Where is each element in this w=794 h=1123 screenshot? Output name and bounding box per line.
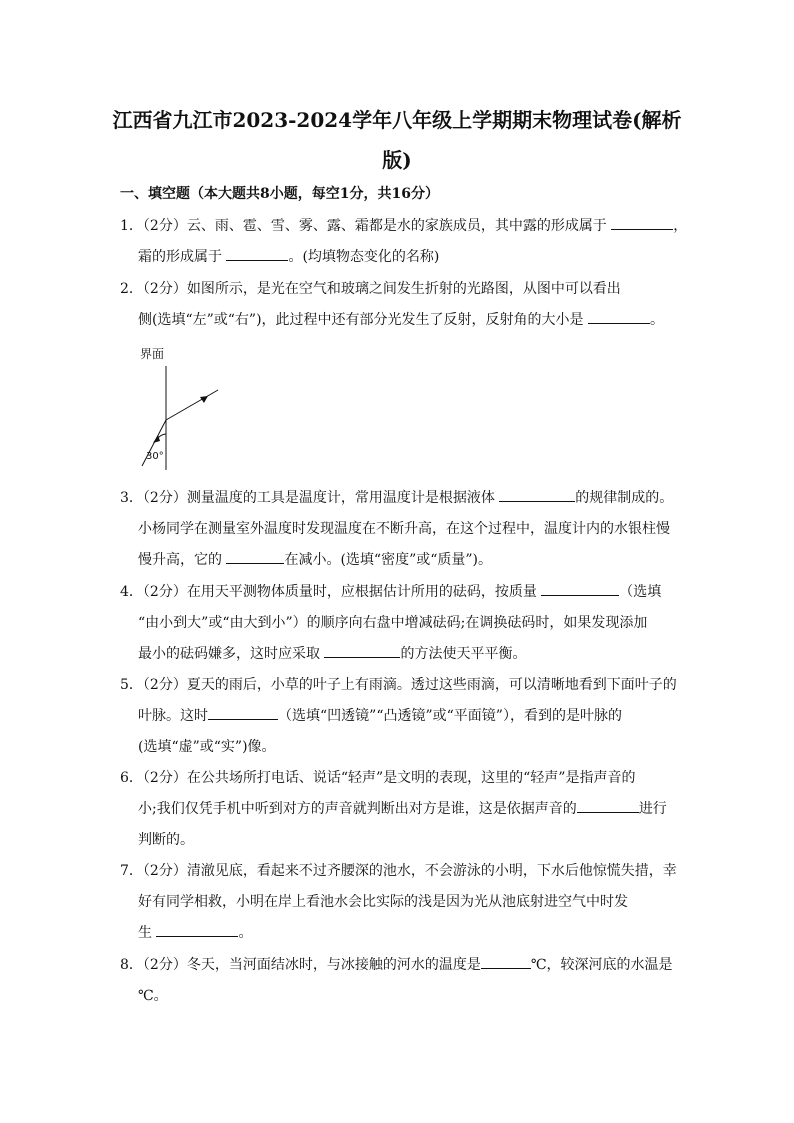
angle-arc [158, 434, 166, 438]
answer-blank[interactable] [208, 703, 278, 720]
question-text: 。 [238, 925, 253, 941]
question-text: 6．（2分）在公共场所打电话、说话“轻声”是文明的表现，这里的“轻声”是指声音的 [120, 770, 636, 786]
answer-blank[interactable] [324, 641, 400, 658]
question-6 [120, 763, 676, 856]
question-text: 慢升高，它的 [138, 552, 227, 568]
title-line-1: 江西省九江市2023-2024学年八年级上学期期末物理试卷(解析 [112, 108, 682, 132]
question-text: 2．（2分）如图所示，是光在空气和玻璃之间发生折射的光路图，从图中可以看出 [120, 281, 621, 297]
question-8 [120, 950, 676, 1012]
question-text: 霜的形成属于 [138, 249, 227, 265]
answer-blank[interactable] [611, 213, 673, 230]
question-text: 生 [138, 925, 157, 941]
answer-blank[interactable] [499, 485, 575, 502]
question-7 [120, 856, 676, 949]
question-text: 。(均填物态变化的名称) [288, 249, 440, 265]
question-text: 小杨同学在测量室外温度时发现温度在不断升高，在这个过程中，温度计内的水银柱慢 [138, 521, 670, 537]
answer-blank[interactable] [541, 579, 619, 596]
question-text: 的方法使天平平衡。 [400, 646, 527, 662]
question-3 [120, 483, 676, 576]
question-text: “由小到大”或“由大到小”）的顺序向右盘中增减砝码;在调换砝码时，如果发现添加 [138, 615, 648, 631]
answer-blank[interactable] [156, 920, 238, 937]
question-text: 1．（2分）云、雨、雹、雪、雾、露、霜都是水的家族成员，其中露的形成属于 [120, 218, 612, 234]
question-text: (选填“虚”或“实”)像。 [138, 739, 276, 755]
answer-blank[interactable] [577, 796, 639, 813]
question-text: ， [673, 218, 688, 234]
question-text: 小;我们仅凭手机中听到对方的声音就判断出对方是谁，这是依据声音的 [138, 801, 577, 817]
answer-blank[interactable] [226, 244, 288, 261]
title-line-2: 版) [382, 148, 412, 172]
question-4 [120, 577, 676, 670]
question-2 [120, 274, 676, 336]
question-text: ℃。 [138, 988, 168, 1004]
arrow-icon [153, 435, 160, 443]
interface-label: 界面 [140, 347, 165, 361]
question-text: 8．（2分）冬天，当河面结冰时，与冰接触的河水的温度是 [120, 957, 481, 973]
angle-label: 30° [146, 451, 164, 462]
question-text: 侧(选填“左”或“右”)，此过程中还有部分光发生了反射，反射角的大小是 [138, 312, 589, 328]
exam-title [100, 100, 694, 180]
refraction-diagram [136, 342, 226, 472]
question-text: 进行 [638, 801, 667, 817]
question-text: 判断的。 [138, 832, 194, 848]
question-text: 在减小。(选填“密度”或“质量”)。 [284, 552, 493, 568]
question-text: 4．（2分）在用天平测物体质量时，应根据估计所用的砝码，按质量 [120, 584, 542, 600]
question-text: （选填 [619, 584, 662, 600]
section-heading: 一、填空题（本大题共8小题，每空1分，共16分） [120, 186, 439, 202]
question-1 [120, 211, 688, 273]
question-text: ℃，较深河底的水温是 [530, 957, 673, 973]
question-text: 3．（2分）测量温度的工具是温度计，常用温度计是根据液体 [120, 490, 500, 506]
question-text: 7．（2分）清澈见底，看起来不过齐腰深的池水，不会游泳的小明，下水后他惊慌失措，幸 [120, 863, 677, 879]
answer-blank[interactable] [588, 307, 650, 324]
answer-blank[interactable] [481, 952, 531, 969]
question-5 [120, 670, 676, 763]
question-text: 的规律制成的。 [575, 490, 674, 506]
question-text: 好有同学相救，小明在岸上看池水会比实际的浅是因为光从池底射进空气中时发 [138, 894, 628, 910]
question-text: 最小的砝码嫌多，这时应采取 [138, 646, 325, 662]
answer-blank[interactable] [226, 547, 284, 564]
question-text: 叶脉。这时 [138, 708, 208, 724]
refracted-ray [166, 390, 218, 420]
question-text: 。 [650, 312, 665, 328]
question-text: （选填“凹透镜”“凸透镜”或“平面镜”），看到的是叶脉的 [278, 708, 622, 724]
question-text: 5．（2分）夏天的雨后，小草的叶子上有雨滴。透过这些雨滴，可以清晰地看到下面叶子的 [120, 677, 677, 693]
